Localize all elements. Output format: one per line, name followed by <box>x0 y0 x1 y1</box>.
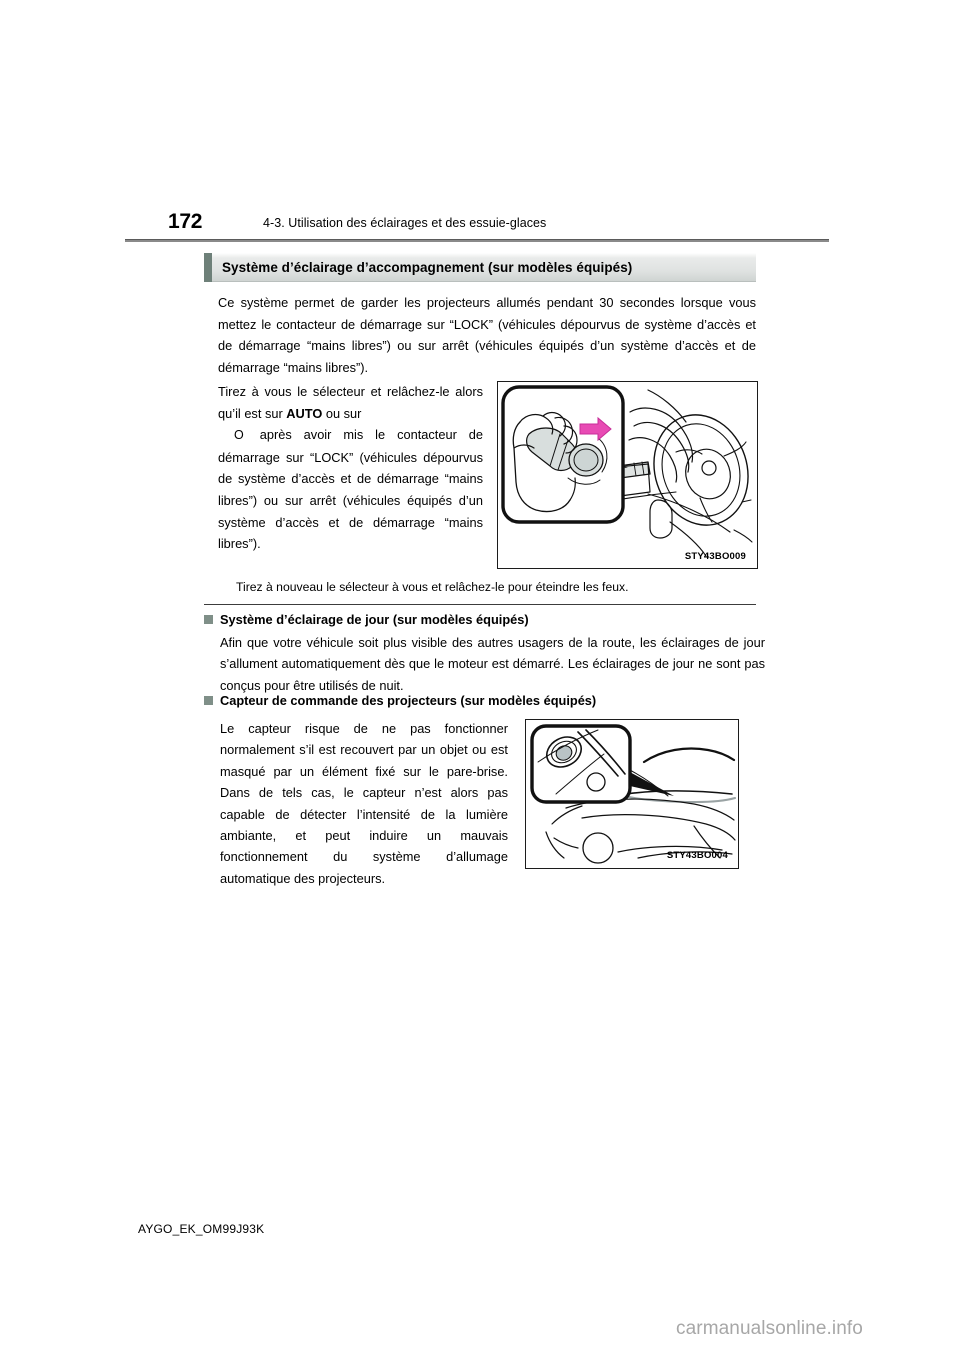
section-divider <box>204 604 756 605</box>
figure-code-sensor: STY43BO004 <box>666 850 728 861</box>
section-title: Système d’éclairage d’accompagnement (sur modèles équipés) <box>222 259 633 275</box>
figure-code-steering: STY43BO009 <box>684 551 746 562</box>
header-section-title: 4-3. Utilisation des éclairages et des essuie-glaces <box>263 216 547 230</box>
intro-paragraph: Ce système permet de garder les projecteurs allumés pendant 30 secondes lorsque vous mettez le contacteur de démarrage sur “LOCK” (véhicules dépourvus de système d’accès et de démarrage “mains libres”) ou sur arrêt (véhicules équipés d’un système d’accès et de démarrage “mains libres”). <box>218 295 756 375</box>
subsection-heading: Capteur de commande des projecteurs (sur modèles équipés) <box>220 693 597 708</box>
auto-mode-label: AUTO <box>286 405 323 421</box>
sensor-illustration <box>526 720 736 866</box>
subsection-daytime-lights <box>204 610 764 696</box>
bullet-square-icon <box>204 615 213 624</box>
headlight-off-symbol-icon: O <box>234 428 244 443</box>
subsection-headlight-sensor <box>204 691 764 710</box>
steering-column-illustration <box>498 382 755 566</box>
figure-steering-column-lever <box>497 381 758 569</box>
watermark-text: carmanualsonline.info <box>676 1318 863 1339</box>
page-number: 172 <box>168 210 203 233</box>
figure-headlight-sensor <box>525 719 739 869</box>
instruction-text-part3: après avoir mis le contacteur de démarrage sur “LOCK” (véhicules dépourvus de système d’accès et de démarrage “mains libres”) ou sur arrêt (véhicules équipés d’un système d’accès et de démarrage “mains libres”). <box>218 427 483 552</box>
subsection-heading-row <box>204 610 764 629</box>
footer-document-code: AYGO_EK_OM99J93K <box>138 1222 265 1236</box>
figure-caption: Tirez à nouveau le sélecteur à vous et relâchez-le pour éteindre les feux. <box>236 580 629 594</box>
subsection-heading: Système d’éclairage de jour (sur modèles équipés) <box>220 612 529 627</box>
instruction-paragraph <box>218 381 483 555</box>
instruction-text-part1: Tirez à vous le sélecteur et relâchez-le alors qu’il est sur <box>218 384 483 421</box>
subsection-body-sensor: Le capteur risque de ne pas fonctionner normalement s’il est recouvert par un objet ou est masqué par un élément fixé sur le pare-brise. Dans de tels cas, le capteur n’est alors pas capable de détecter l’intensité de la lumière ambiante, et peut induire un mauvais fonctionnement du système d’allumage automatique des projecteurs. <box>220 721 508 886</box>
subsection-heading-row <box>204 691 764 710</box>
section-title-bar <box>204 253 756 282</box>
subsection-body: Afin que votre véhicule soit plus visible des autres usagers de la route, les éclairages de jour s’allument automatiquement dès que le moteur est démarré. Les éclairages de jour ne sont pas conçus pour être utilisés de nuit. <box>220 635 765 693</box>
header-divider <box>125 239 829 242</box>
bullet-square-icon <box>204 696 213 705</box>
instruction-text-part2: ou sur <box>322 405 362 421</box>
section-accent-bar <box>204 253 212 282</box>
